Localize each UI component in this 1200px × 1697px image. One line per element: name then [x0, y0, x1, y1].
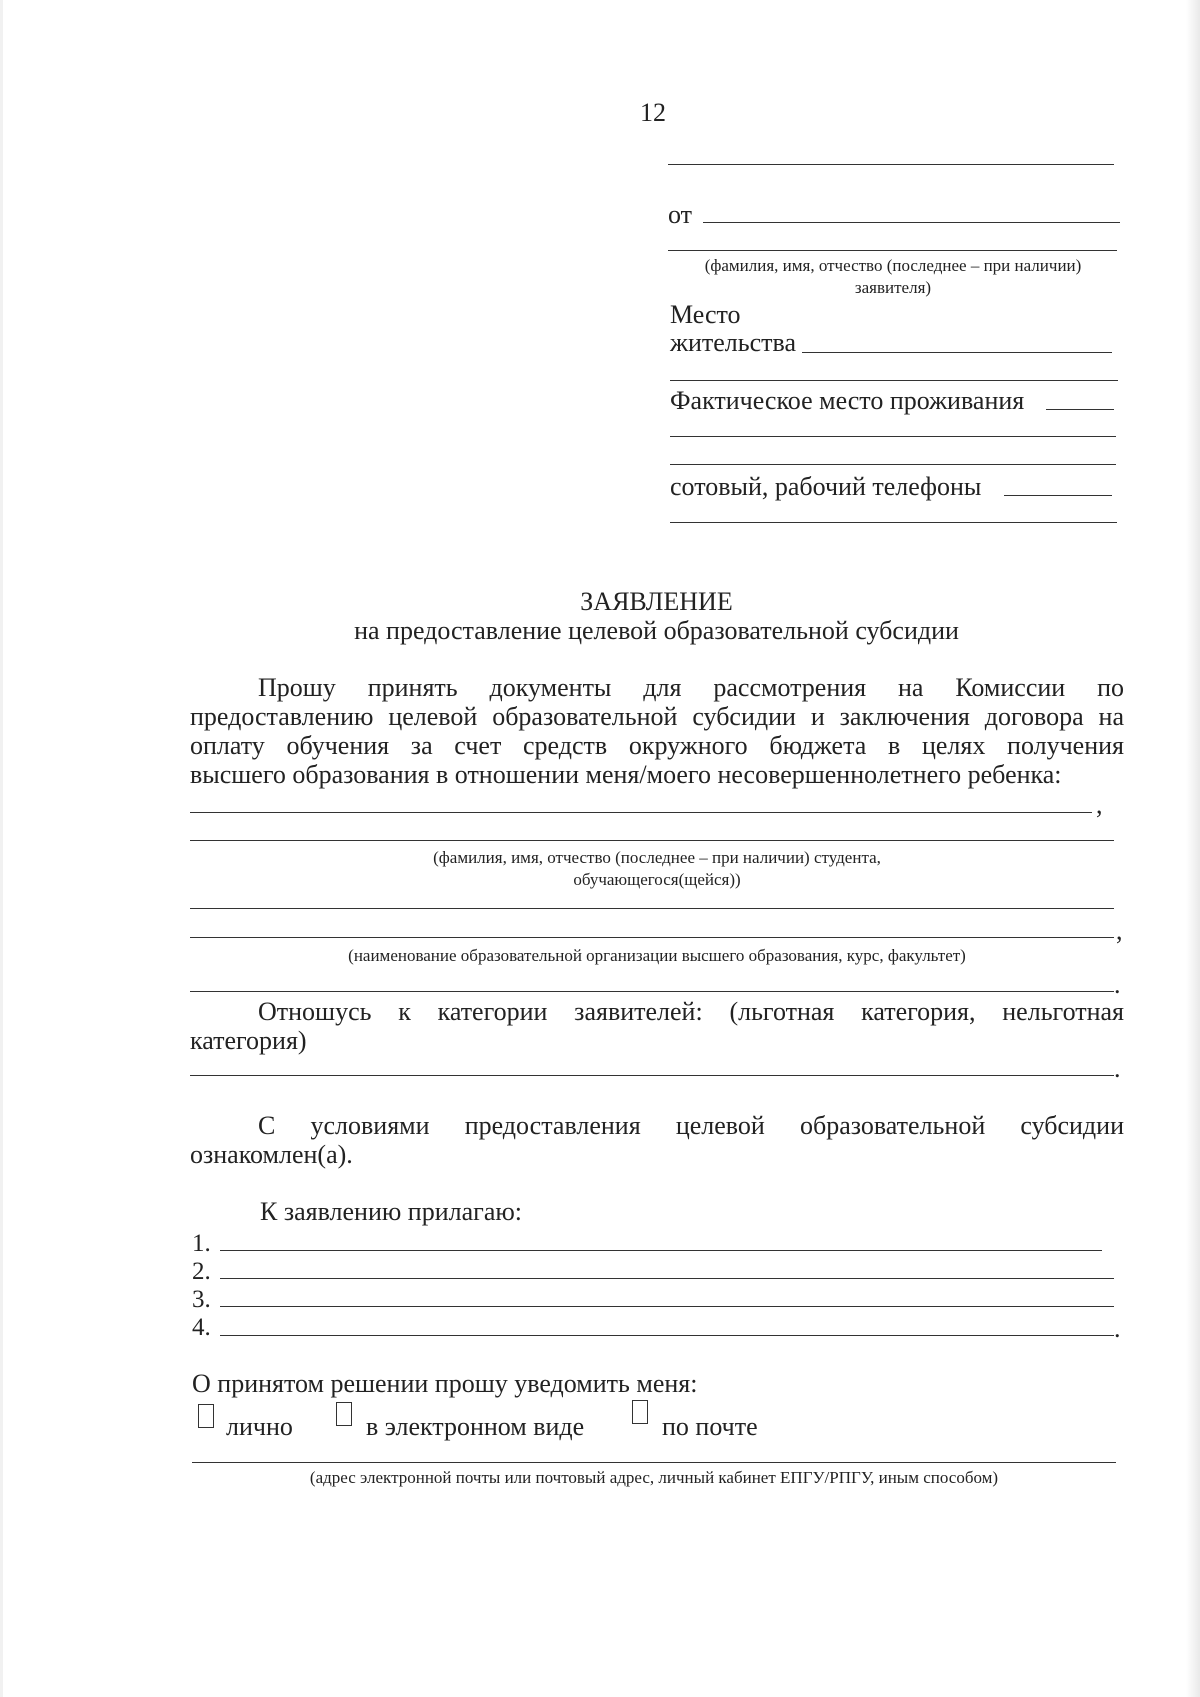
phones-label: сотовый, рабочий телефоны — [670, 472, 982, 501]
notify-post-label: по почте — [662, 1412, 758, 1441]
document-subtitle: на предоставление целевой образовательной субсидии — [354, 616, 959, 645]
student-field-1[interactable] — [190, 812, 1092, 813]
notify-address-caption: (адрес электронной почты или почтовый адрес, личный кабинет ЕПГУ/РПГУ, иным способом) — [309, 1468, 999, 1487]
attachments-label: К заявлению прилагаю: — [260, 1197, 523, 1226]
residence-label-2: жительства — [670, 328, 796, 357]
student-field-2[interactable] — [190, 840, 1114, 841]
organization-field-1[interactable] — [190, 908, 1114, 909]
attachment-number-3: 3. — [192, 1286, 211, 1313]
category-field[interactable] — [190, 1075, 1114, 1076]
organization-caption: (наименование образовательной организации высшего образования, курс, факультет) — [348, 946, 966, 965]
organization-field-2[interactable] — [190, 937, 1114, 938]
applicant-name-field[interactable] — [703, 222, 1120, 223]
page-edge-left — [0, 0, 3, 1697]
actual-residence-field-3[interactable] — [670, 464, 1116, 465]
notify-address-field[interactable] — [192, 1462, 1116, 1463]
applicant-name-caption-1: (фамилия, имя, отчество (последнее – при наличии) — [704, 256, 1082, 275]
actual-residence-label: Фактическое место проживания — [670, 386, 1025, 415]
notify-electronic-label: в электронном виде — [366, 1412, 585, 1441]
residence-field-2[interactable] — [670, 380, 1118, 381]
student-caption-1: (фамилия, имя, отчество (последнее – при наличии) студента, — [433, 848, 881, 867]
applicant-name-field-2[interactable] — [668, 250, 1117, 251]
actual-residence-field[interactable] — [1046, 409, 1114, 410]
attachment-field-4[interactable] — [220, 1335, 1114, 1336]
conditions-line-1: С условиями предоставления целевой образовательной субсидии — [258, 1111, 1124, 1140]
notify-post-checkbox[interactable] — [632, 1400, 648, 1424]
intro-line-1: Прошу принять документы для рассмотрения на Комиссии по — [258, 673, 1124, 702]
student-field-1-comma: , — [1096, 790, 1103, 819]
attachment-field-3[interactable] — [220, 1306, 1114, 1307]
applicant-name-caption-2: заявителя) — [854, 278, 932, 297]
attachment-field-2[interactable] — [220, 1278, 1114, 1279]
organization-field-3-period: . — [1114, 970, 1121, 999]
category-line-2: категория) — [190, 1026, 307, 1055]
student-caption-2: обучающегося(щейся)) — [573, 870, 741, 889]
attachment-number-1: 1. — [192, 1230, 211, 1257]
intro-line-4: высшего образования в отношении меня/моего несовершеннолетнего ребенка: — [190, 760, 1062, 789]
attachment-number-2: 2. — [192, 1258, 211, 1285]
phones-field[interactable] — [1004, 495, 1112, 496]
organization-field-3[interactable] — [190, 991, 1114, 992]
from-label: от — [668, 200, 693, 229]
notify-electronic-checkbox[interactable] — [336, 1402, 352, 1426]
actual-residence-field-2[interactable] — [670, 436, 1116, 437]
conditions-line-2: ознакомлен(а). — [190, 1140, 353, 1169]
addressee-line[interactable] — [668, 164, 1114, 165]
notify-label: О принятом решении прошу уведомить меня: — [192, 1369, 698, 1398]
category-line-1: Отношусь к категории заявителей: (льготная категория, нельготная — [258, 997, 1124, 1026]
page-number: 12 — [640, 98, 666, 127]
notify-personally-label: лично — [226, 1412, 293, 1441]
notify-personally-checkbox[interactable] — [198, 1404, 214, 1428]
residence-label-1: Место — [670, 300, 741, 329]
attachment-number-4: 4. — [192, 1314, 211, 1341]
residence-field[interactable] — [802, 352, 1112, 353]
intro-line-2: предоставлению целевой образовательной субсидии и заключения договора на — [190, 702, 1124, 731]
intro-line-3: оплату обучения за счет средств окружного бюджета в целях получения — [190, 731, 1124, 760]
document-title: ЗАЯВЛЕНИЕ — [580, 587, 733, 616]
attachment-field-1[interactable] — [220, 1250, 1102, 1251]
attachment-field-4-period: . — [1114, 1314, 1121, 1343]
organization-field-2-comma: , — [1116, 916, 1123, 945]
page-edge-right — [1186, 0, 1200, 1697]
phones-field-2[interactable] — [670, 522, 1117, 523]
category-field-period: . — [1114, 1054, 1121, 1083]
